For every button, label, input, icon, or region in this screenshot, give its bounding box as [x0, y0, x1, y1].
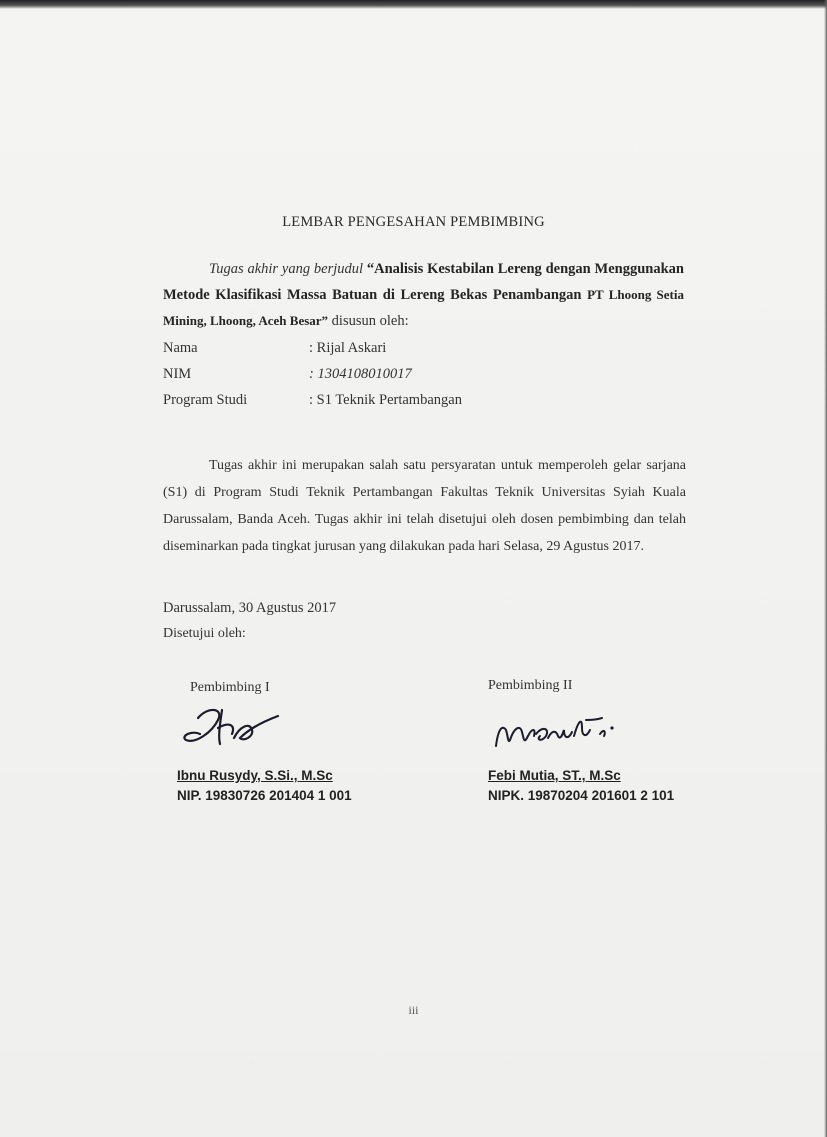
name-label: Nama: [163, 340, 198, 356]
prodi-label: Program Studi: [163, 392, 248, 408]
supervisor2-signature-icon: [490, 706, 630, 758]
supervisor2-nipk: NIPK. 19870204 201601 2 101: [488, 788, 675, 803]
page-number: iii: [408, 1003, 419, 1017]
name-value: : Rijal Askari: [309, 340, 387, 356]
place-date: Darussalam, 30 Agustus 2017: [163, 600, 337, 616]
scan-top-edge: [0, 0, 827, 9]
supervisor2-role: Pembimbing II: [488, 678, 573, 693]
supervisor1-nip: NIP. 19830726 201404 1 001: [177, 788, 352, 803]
supervisor2-name: Febi Mutia, ST., M.Sc: [488, 768, 621, 783]
intro-lead: Tugas akhir yang berjudul: [209, 261, 367, 277]
thesis-title: “Analisis Kestabilan Lereng dengan Menggunakan Metode Klasifikasi Massa Batuan di Lereng Bekas Penambangan: [163, 261, 684, 303]
intro-paragraph: [163, 256, 684, 334]
supervisor1-signature-icon: [178, 700, 288, 760]
supervisor1-name: Ibnu Rusydy, S.Si., M.Sc: [177, 768, 333, 783]
page-title: LEMBAR PENGESAHAN PEMBIMBING: [282, 214, 545, 230]
prodi-value: : S1 Teknik Pertambangan: [309, 392, 462, 408]
approved-by: Disetujui oleh:: [163, 626, 246, 641]
nim-value: : 1304108010017: [309, 366, 412, 382]
thesis-title-company: PT Lhoong Setia Mining, Lhoong, Aceh Besar”: [163, 287, 684, 328]
body-paragraph: [163, 452, 686, 560]
supervisor1-role: Pembimbing I: [190, 680, 270, 695]
intro-tail: disusun oleh:: [328, 313, 409, 329]
body-text: Tugas akhir ini merupakan salah satu persyaratan untuk memperoleh gelar sarjana (S1) di Program Studi Teknik Pertambangan Fakultas Teknik Universitas Syiah Kuala Darussalam, Banda Aceh. Tugas akhir ini telah disetujui oleh dosen pembimbing dan telah diseminarkan pada tingkat jurusan yang dilakukan pada hari Selasa, 29 Agustus 2017.: [163, 458, 686, 554]
nim-label: NIM: [163, 366, 192, 382]
